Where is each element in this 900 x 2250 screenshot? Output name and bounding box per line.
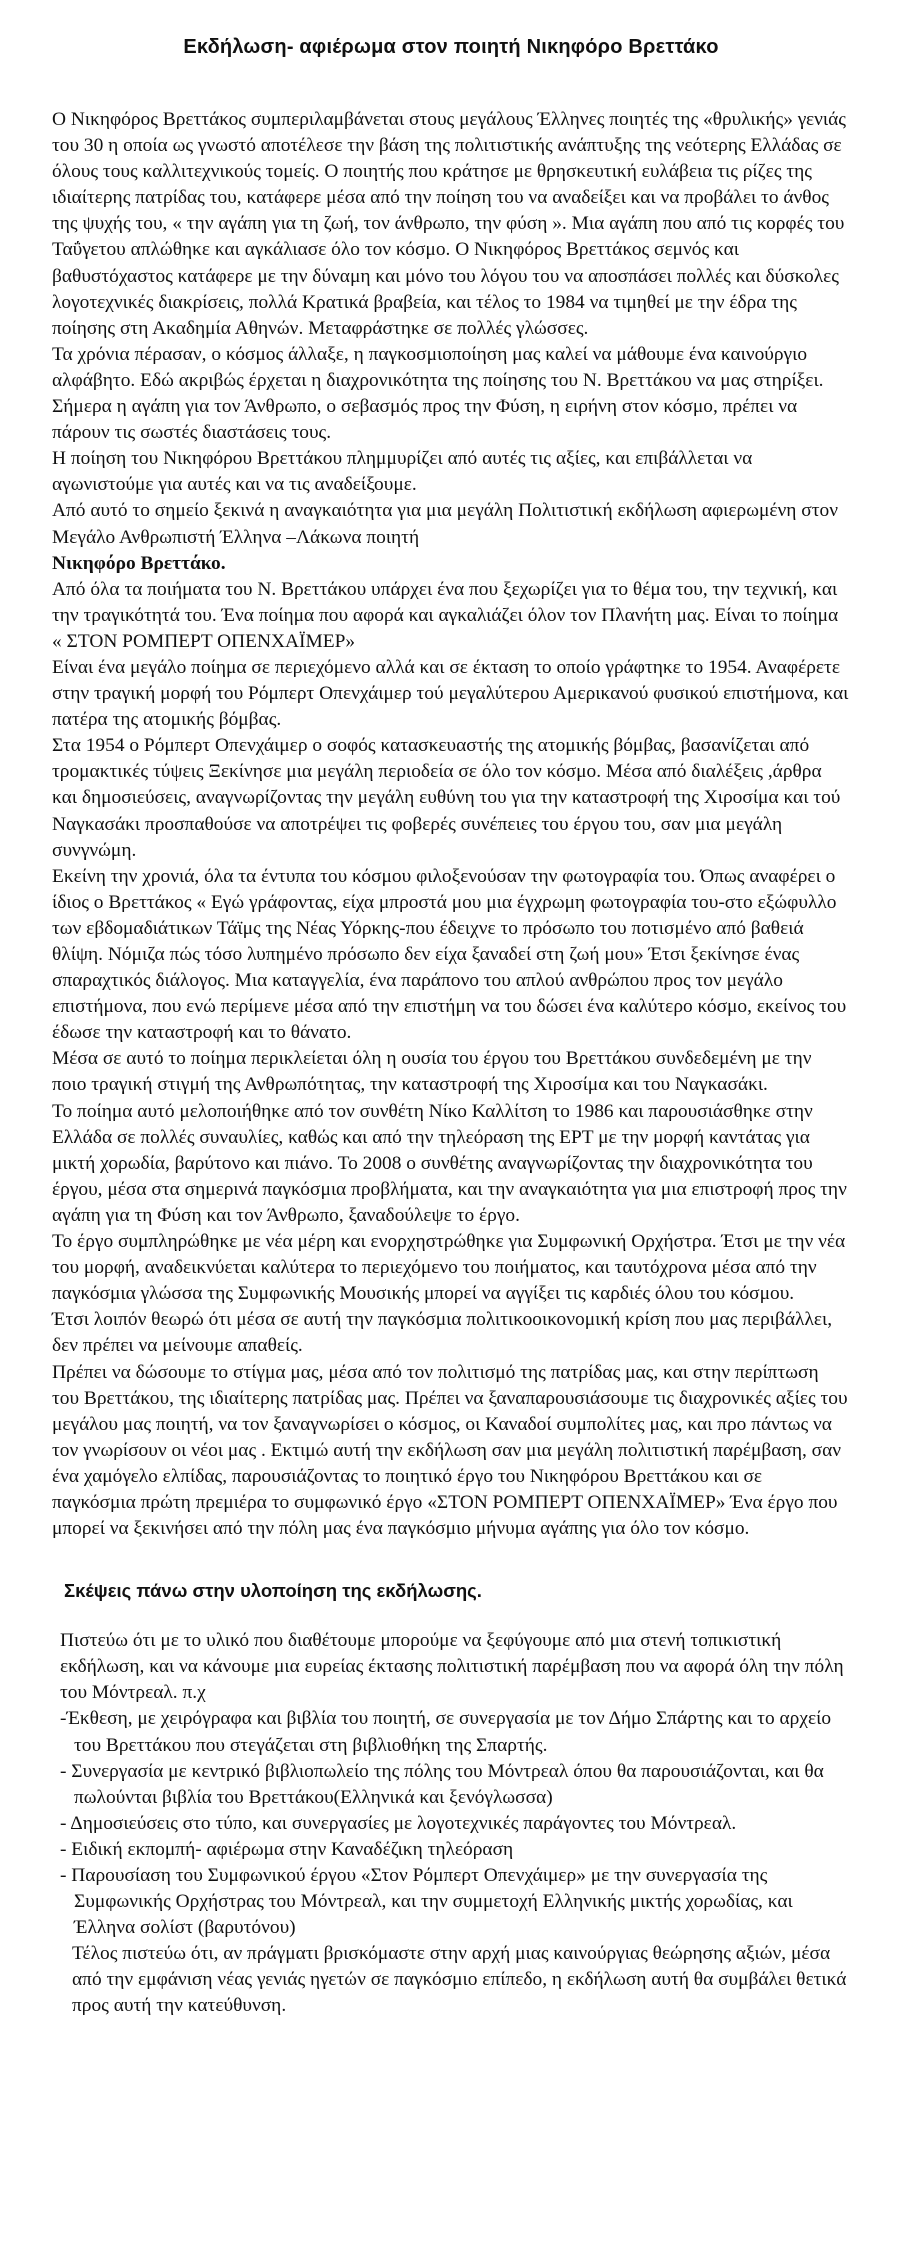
paragraph: Από όλα τα ποιήματα του Ν. Βρεττάκου υπάρχει ένα που ξεχωρίζει για το θέμα του, την τεχνική, και την τραγικότητά του. Ένα ποίημα που αφορά και αγκαλιάζει όλον τον Πλανήτη μας. Είναι το ποίημα « ΣΤΟΝ ΡΟΜΠΕΡΤ ΟΠΕΝΧΑΪΜΕΡ»: [52, 578, 839, 652]
plan-list-item: - Παρουσίαση του Συμφωνικού έργου «Στον Ρόμπερτ Οπενχάιμερ» με την συνεργασία της Συμφωνικής Ορχήστρας του Μόντρεαλ, και την συμμετοχή Ελληνικής μικτής χορωδίας, και Έλληνα σολίστ (βαρυτόνου): [60, 1865, 793, 1939]
paragraph: Από αυτό το σημείο ξεκινά η αναγκαιότητα για μια μεγάλη Πολιτιστική εκδήλωση αφιερωμένη στον Μεγάλο Ανθρωπιστή Έλληνα –Λάκωνα ποιητή: [52, 500, 838, 548]
plan-list-item: - Δημοσιεύσεις στο τύπο, και συνεργασίες με λογοτεχνικές παράγοντες του Μόντρεαλ.: [60, 1812, 737, 1834]
plan-list-item: -Έκθεση, με χειρόγραφα και βιβλία του ποιητή, σε συνεργασία με τον Δήμο Σπάρτης και το αρχείο του Βρεττάκου που στεγάζεται στη βιβλιοθήκη της Σπαρτής.: [60, 1708, 832, 1756]
paragraph: Η ποίηση του Νικηφόρου Βρεττάκου πλημμυρίζει από αυτές τις αξίες, και επιβάλλεται να αγωνιστούμε για αυτές και να τις αναδείξουμε.: [52, 448, 753, 496]
plan-intro: Πιστεύω ότι με το υλικό που διαθέτουμε μπορούμε να ξεφύγουμε από μια στενή τοπικιστική εκδήλωση, και να κάνουμε μια ευρείας έκτασης πολιτιστική παρέμβαση που να αφορά όλη την πόλη του Μόντρεαλ. π.χ: [60, 1630, 844, 1704]
paragraph: Έτσι λοιπόν θεωρώ ότι μέσα σε αυτή την παγκόσμια πολιτικοοικονομική κρίση που μας περιβάλλει, δεν πρέπει να μείνουμε απαθείς.: [52, 1309, 833, 1357]
plan-list-item: - Συνεργασία με κεντρικό βιβλιοπωλείο της πόλης του Μόντρεαλ όπου θα παρουσιάζονται, και θα πωλούνται βιβλία του Βρεττάκου(Ελληνικά και ξενόγλωσσα): [60, 1760, 824, 1808]
paragraph: Εκείνη την χρονιά, όλα τα έντυπα του κόσμου φιλοξενούσαν την φωτογραφία του. Όπως αναφέρει ο ίδιος ο Βρεττάκος « Εγώ γράφοντας, είχα μπροστά μου μια έγχρωμη φωτογραφία του-στο εξώφυλλο των εβδομαδιάτικων Τάϊμς της Νέας Υόρκης-που έδειχνε το πρόσωπο του ποτισμένο από βαθειά θλίψη. Νόμιζα πώς τόσο λυπημένο πρόσωπο δεν είχα ξαναδεί στη ζωή μου» Έτσι ξεκίνησε ένας σπαραχτικός διάλογος. Μια καταγγελία, ένα παράπονο του απλού ανθρώπου προς τον μεγάλο επιστήμονα, που ενώ περίμενε μέσα από την επιστήμη να του δώσει ένα καλύτερο κόσμο, εκείνος του έδωσε την καταστροφή και το θάνατο.: [52, 865, 847, 1044]
document-title: Εκδήλωση- αφιέρωμα στον ποιητή Νικηφόρο Βρεττάκο: [183, 36, 719, 58]
paragraph: Στα 1954 ο Ρόμπερτ Οπενχάιμερ ο σοφός κατασκευαστής της ατομικής βόμβας, βασανίζεται από τρομακτικές τύψεις Ξεκίνησε μια μεγάλη περιοδεία σε όλο τον κόσμο. Μέσα από διαλέξεις ,άρθρα και δημοσιεύσεις, αναγνωρίζοντας την μεγάλη ευθύνη του για την καταστροφή της Χιροσίμα και τού Ναγκασάκι προσπαθούσε να αποτρέψει τις φοβερές συνέπειες του έργου του, σαν μια μεγάλη συνγνώμη.: [52, 735, 841, 861]
paragraph: Ο Νικηφόρος Βρεττάκος συμπεριλαμβάνεται στους μεγάλους Έλληνες ποιητές της «θρυλικής» γενιάς του 30 η οποία ως γνωστό αποτέλεσε την βάση της πολιτιστικής ανάπτυξης της νεότερης Ελλάδας σε όλους τους καλλιτεχνικούς τομείς. Ο ποιητής που κράτησε με θρησκευτική ευλάβεια τις ρίζες της ιδιαίτερης πατρίδας του, κατάφερε μέσα από την ποίηση του να αναδείξει και να προβάλει το άνθος της ψυχής του, « την αγάπη για τη ζωή, τον άνθρωπο, την φύση ». Μια αγάπη που από τις κορφές του Ταΰγετου απλώθηκε και αγκάλιασε όλο τον κόσμο. Ο Νικηφόρος Βρεττάκος σεμνός και βαθυστόχαστος κατάφερε με την δύναμη και μόνο του λόγου του να αποσπάσει πολλές και δύσκολες λογοτεχνικές διακρίσεις, πολλά Κρατικά βραβεία, και τέλος το 1984 να τιμηθεί με την έδρα της ποίησης στη Ακαδημία Αθηνών. Μεταφράστηκε σε πολλές γλώσσες.: [52, 109, 846, 339]
paragraph: Τα χρόνια πέρασαν, ο κόσμος άλλαξε, η παγκοσμιοποίηση μας καλεί να μάθουμε ένα καινούργιο αλφάβητο. Εδώ ακριβώς έρχεται η διαχρονικότητα της ποίησης του Ν. Βρεττάκου να μας στηρίξει. Σήμερα η αγάπη για τον Άνθρωπο, ο σεβασμός προς την Φύση, η ειρήνη στον κόσμο, πρέπει να πάρουν τις σωστές διαστάσεις τους.: [52, 343, 824, 444]
plan-closing: Τέλος πιστεύω ότι, αν πράγματι βρισκόμαστε στην αρχή μιας καινούργιας θεώρησης αξιών, μέσα από την εμφάνιση νέας γενιάς ηγετών σε παγκόσμιο επίπεδο, η εκδήλωση αυτή θα συμβάλει θετικά προς αυτή την κατεύθυνση.: [72, 1943, 847, 2017]
section-heading: Σκέψεις πάνω στην υλοποίηση της εκδήλωσης.: [64, 1580, 482, 1602]
paragraph: Το έργο συμπληρώθηκε με νέα μέρη και ενορχηστρώθηκε για Συμφωνική Ορχήστρα. Έτσι με την νέα του μορφή, αναδεικνύεται καλύτερα το περιεχόμενο του ποιήματος, και ταυτόχρονα μέσα από την παγκόσμια γλώσσα της Συμφωνικής Μουσικής μπορεί να αγγίξει τις καρδιές όλου του κόσμου.: [52, 1231, 846, 1305]
document-body: [52, 107, 850, 1542]
poet-name-line: Νικηφόρο Βρεττάκο.: [52, 552, 226, 574]
plan-list: [52, 1706, 850, 1941]
paragraph: Το ποίημα αυτό μελοποιήθηκε από τον συνθέτη Νίκο Καλλίτση το 1986 και παρουσιάσθηκε στην Ελλάδα σε πολλές συναυλίες, καθώς και από την τηλεόραση της ΕΡΤ με την μορφή καντάτας για μικτή χορωδία, βαρύτονο και πιάνο. Το 2008 ο συνθέτης αναγνωρίζοντας την διαχρονικότητα του έργου, μέσα στα σημερινά παγκόσμια προβλήματα, και την αναγκαιότητα για μια επιστροφή προς την αγάπη για τη Φύση και τον Άνθρωπο, ξαναδούλεψε το έργο.: [52, 1100, 847, 1226]
paragraph: Πρέπει να δώσουμε το στίγμα μας, μέσα από τον πολιτισμό της πατρίδας μας, και στην περίπτωση του Βρεττάκου, της ιδιαίτερης πατρίδας μας. Πρέπει να ξαναπαρουσιάσουμε τις διαχρονικές αξίες του μεγάλου μας ποιητή, να τον ξαναγνωρίσει ο κόσμος, οι Καναδοί συμπολίτες μας, και προ πάντως να τον γνωρίσουν οι νέοι μας . Εκτιμώ αυτή την εκδήλωση σαν μια μεγάλη πολιτιστική παρέμβαση, σαν ένα χαμόγελο ελπίδας, παρουσιάζοντας το ποιητικό έργο του Νικηφόρου Βρεττάκου και σε παγκόσμια πρώτη πρεμιέρα το συμφωνικό έργο «ΣΤΟΝ ΡΟΜΠΕΡΤ ΟΠΕΝΧΑΪΜΕΡ» Ένα έργο που μπορεί να ξεκινήσει από την πόλη μας ένα παγκόσμιο μήνυμα αγάπης για όλο τον κόσμο.: [52, 1361, 848, 1540]
plan-section: [52, 1628, 850, 2019]
paragraph: Μέσα σε αυτό το ποίημα περικλείεται όλη η ουσία του έργου του Βρεττάκου συνδεδεμένη με την ποιο τραγική στιγμή της Ανθρωπότητας, την καταστροφή της Χιροσίμα και του Ναγκασάκι.: [52, 1048, 812, 1096]
plan-list-item: - Ειδική εκπομπή- αφιέρωμα στην Καναδέζικη τηλεόραση: [60, 1838, 514, 1860]
paragraph: Είναι ένα μεγάλο ποίημα σε περιεχόμενο αλλά και σε έκταση το οποίο γράφτηκε το 1954. Αναφέρετε στην τραγική μορφή του Ρόμπερτ Οπενχάιμερ τού μεγαλύτερου Αμερικανού φυσικού επιστήμονα, και πατέρα της ατομικής βόμβας.: [52, 656, 849, 731]
